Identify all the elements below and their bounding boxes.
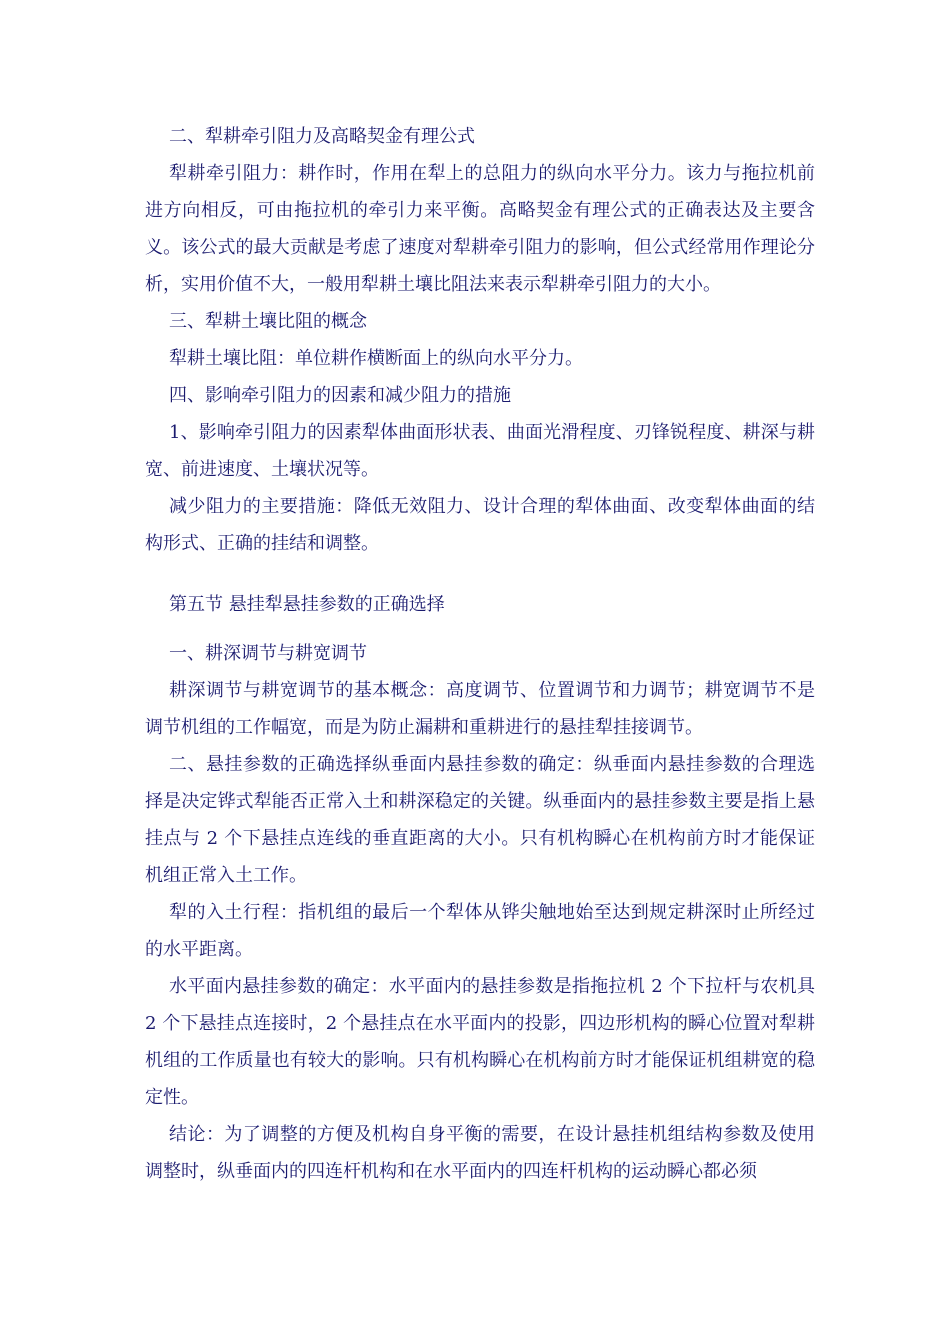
document-body — [145, 118, 815, 1190]
paragraph-resistance-reduction: 减少阻力的主要措施：降低无效阻力、设计合理的犁体曲面、改变犁体曲面的结构形式、正确的挂结和调整。 — [145, 496, 815, 554]
paragraph-horizontal-hitch-parameters: 水平面内悬挂参数的确定：水平面内的悬挂参数是指拖拉机 2 个下拉杆与农机具 2 个下悬挂点连接时，2 个悬挂点在水平面内的投影，四边形机构的瞬心位置对犁耕机组的工作质量也有较大的影响。只有机构瞬心在机构前方时才能保证机组耕宽的稳定性。 — [145, 976, 815, 1108]
section-heading-soil-specific-resistance: 三、犁耕土壤比阻的概念 — [169, 311, 367, 332]
paragraph-resistance-factors: 1、影响牵引阻力的因素犁体曲面形状表、曲面光滑程度、刃锋锐程度、耕深与耕宽、前进速度、土壤状况等。 — [145, 422, 815, 480]
section-heading-resistance-factors: 四、影响牵引阻力的因素和减少阻力的措施 — [169, 385, 511, 406]
chapter-section-title: 第五节 悬挂犁悬挂参数的正确选择 — [169, 594, 445, 615]
section-spacer — [145, 562, 815, 586]
paragraph-conclusion: 结论：为了调整的方便及机构自身平衡的需要，在设计悬挂机组结构参数及使用调整时，纵垂面内的四连杆机构和在水平面内的四连杆机构的运动瞬心都必须 — [145, 1124, 815, 1182]
section-heading-depth-width-adjustment: 一、耕深调节与耕宽调节 — [169, 643, 367, 664]
paragraph-adjustment-concepts: 耕深调节与耕宽调节的基本概念：高度调节、位置调节和力调节；耕宽调节不是调节机组的工作幅宽，而是为防止漏耕和重耕进行的悬挂犁挂接调节。 — [145, 680, 815, 738]
paragraph-vertical-hitch-parameters: 二、悬挂参数的正确选择纵垂面内悬挂参数的确定：纵垂面内悬挂参数的合理选择是决定铧式犁能否正常入土和耕深稳定的关键。纵垂面内的悬挂参数主要是指上悬挂点与 2 个下悬挂点连线的垂直距离的大小。只有机构瞬心在机构前方时才能保证机组正常入土工作。 — [145, 754, 815, 886]
paragraph-soil-specific-resistance: 犁耕土壤比阻：单位耕作横断面上的纵向水平分力。 — [169, 348, 583, 369]
section-spacer — [145, 623, 815, 635]
section-heading-traction-formula: 二、犁耕牵引阻力及高略契金有理公式 — [169, 126, 475, 147]
paragraph-penetration-travel: 犁的入土行程：指机组的最后一个犁体从铧尖触地始至达到规定耕深时止所经过的水平距离。 — [145, 902, 815, 960]
paragraph-traction-resistance: 犁耕牵引阻力：耕作时，作用在犁上的总阻力的纵向水平分力。该力与拖拉机前进方向相反，可由拖拉机的牵引力来平衡。高略契金有理公式的正确表达及主要含义。该公式的最大贡献是考虑了速度对犁耕牵引阻力的影响，但公式经常用作理论分析，实用价值不大，一般用犁耕土壤比阻法来表示犁耕牵引阻力的大小。 — [145, 163, 815, 295]
